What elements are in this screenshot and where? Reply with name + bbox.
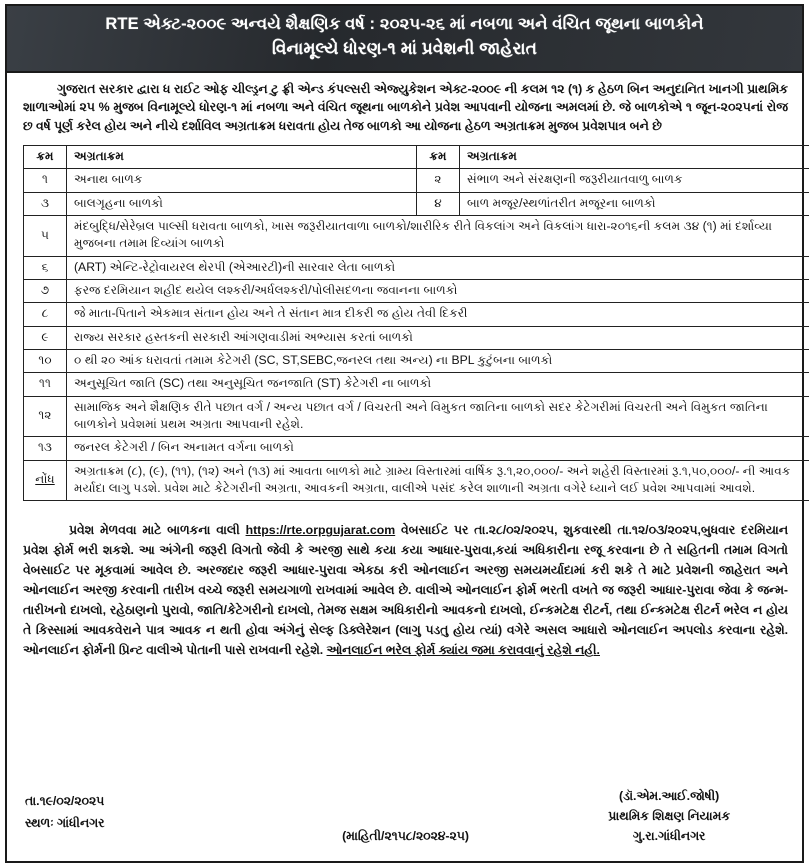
row-num: ૧૨ [24, 396, 67, 437]
rte-portal-link[interactable]: https://rte.orpgujarat.com [245, 523, 396, 538]
header-cell-num-left: ક્રમ [24, 146, 67, 169]
announcement-header [7, 6, 802, 73]
notice-emphasis: ઓનલાઈન ભરેલ ફોર્મ ક્યાંય જમા કરાવવાનું રહેશે નહી. [326, 642, 600, 657]
row-text: સંભાળ અને સંરક્ષણની જરૂરીયાતવાળુ બાળક [460, 169, 809, 192]
document-body [7, 73, 802, 861]
table-row [24, 169, 809, 192]
row-text: (ART) એન્ટિ-રેટ્રોવાયરલ થેરપી (એઆરટી)ની સારવાર લેતા બાળકો [67, 256, 809, 279]
row-num: ૧૧ [24, 373, 67, 396]
row-text: રાજ્ય સરકાર હસ્તકની સરકારી આંગણવાડીમાં અભ્યાસ કરતાં બાળકો [67, 326, 809, 349]
signatory-name: (ડૉ.એમ.આઈ.જોષી) [619, 789, 720, 803]
issue-date: તા.૧૯/૦૨/૨૦૨૫ [25, 794, 105, 808]
note-text: અગ્રતાક્રમ (૮), (૯), (૧૧), (૧૨) અને (૧૩) માં આવતા બાળકો માટે ગ્રામ્ય વિસ્તારમાં વાર્ષિક રૂ.૧,૨૦,૦૦૦/- અને શહેરી વિસ્તારમાં રૂ.૧,૫૦,૦૦૦/- ની આવક મર્યાદા લાગુ પડશે. પ્રવેશ માટે કેટેગરીની અગ્રતા, આવકની અગ્રતા, વાલીએ પસંદ કરેલ શાળાની અગ્રતા વગેરે ધ્યાને લઈ પ્રવેશ આપવામાં આવશે. [67, 460, 809, 501]
row-text: જનરલ કેટેગરી / બિન અનામત વર્ગના બાળકો [67, 437, 809, 460]
row-text: જે માતા-પિતાને એકમાત્ર સંતાન હોય અને તે સંતાન માત્ર દીકરી જ હોય તેવી દિકરી [67, 303, 809, 326]
notice-part-2: વેબસાઈટ પર તા.૨૮/૦૨/૨૦૨૫, શુકવારથી તા.૧૨/૦૩/૨૦૨૫,બુધવાર દરમિયાન પ્રવેશ ફોર્મ ભરી શકશે. આ અંગેની જરૂરી વિગતો જેવી કે અરજી સાથે કયા કયા આધાર-પુરાવા,કયાં અધિકારીના રજૂ કરવાના છે તે સહિતની તમામ વિગતો વેબસાઈટ પર મૂકવામાં આવેલ છે. અરજદાર જરૂરી આધાર-પુરાવા એકઠા કરી ઓનલાઈન અરજી સમયમર્યાદામાં કરી શકે તે માટે પ્રવેશની જાહેરાત અને ઓનલાઈન અરજી કરવાની તારીખ વચ્ચે જરૂરી સમયગાળો રાખવામાં આવેલ છે. વાલીએ ઓનલાઈન ફોર્મ ભરતી વખતે જ જરૂરી આધાર-પુરાવા જેવા કે જન્મ-તારીખનો દાખલો, રહેઠાણનો પુરાવો, જાતિ/કેટેગરીનો દાખલો, તેમજ સક્ષમ અધિકારીનો આવકનો દાખલો, ઈન્કમટેક્ષ રીટર્ન, તથા ઈન્કમટેક્ષ રીટર્ન ભરેલ ન હોય તે કિસ્સામાં આવકવેરાને પાત્ર આવક ન થતી હોવા અંગેનું સેલ્ફ ડિક્લેરેશન (લાગુ પડતુ હોય ત્યાં) વગેરે અસલ આધારો ઓનલાઈન અપલોડ કરવાના રહેશે. ઓનલાઈન ફોર્મની પ્રિન્ટ વાલીએ પોતાની પાસે રાખવાની રહેશે. [23, 523, 788, 657]
table-row [24, 280, 809, 303]
header-title-line-2: વિનામૂલ્યે ધોરણ-૧ માં પ્રવેશની જાહેરાત [271, 38, 538, 58]
table-row [24, 192, 809, 215]
header-cell-num-right: ક્રમ [417, 146, 460, 169]
note-label [24, 460, 67, 501]
signatory-office: ગુ.રા.ગાંધીનગર [632, 828, 706, 843]
priority-table [23, 145, 809, 501]
row-num: ૧૦ [24, 350, 67, 373]
row-num: ૪ [417, 192, 460, 215]
row-text: ફરજ દરમિયાન શહીદ થયેલ લશ્કરી/અર્ધલશ્કરી/પોલીસદળના જવાનના બાળકો [67, 280, 809, 303]
row-text: બાલગૃહના બાળકો [67, 192, 417, 215]
footer-signature-block [608, 787, 730, 847]
row-num: ૯ [24, 326, 67, 349]
row-text: ૦ થી ૨૦ આંક ધરાવતાં તમામ કેટેગરી (SC, ST,SEBC,જનરલ તથા અન્ય) ના BPL કુટુંબના બાળકો [67, 350, 809, 373]
issue-place: સ્થળઃ ગાંધીનગર [25, 815, 105, 830]
document-footer [23, 783, 788, 861]
intro-paragraph: ગુજરાત સરકાર દ્વારા ધ રાઈટ ઓફ ચીલ્ડ્રન ટુ ફ્રી એન્ડ કંપલ્સરી એજ્યુકેશન એક્ટ-૨૦૦૯ ની કલમ ૧૨ (૧) ક હેઠળ બિન અનુદાનિત ખાનગી પ્રાથમિક શાળાઓમાં ૨૫ % મુજબ વિનામૂલ્યે ધોરણ-૧ માં નબળા અને વંચિત જૂથના બાળકોને પ્રવેશ આપવાની યોજના અમલમાં છે. જે બાળકોએ ૧ જૂન-૨૦૨૫નાં રોજ છ વર્ષ પૂર્ણ કરેલ હોય અને નીચે દર્શાવિલ અગ્રતાક્રમ ધરાવતા હોય તેજ બાળકો આ યોજના હેઠળ અગ્રતાક્રમ મુજબ પ્રવેશપાત્ર બને છે [23, 81, 788, 134]
row-num: ૬ [24, 256, 67, 279]
header-cell-text-right: અગ્રતાક્રમ [460, 146, 809, 169]
row-num: ૧૩ [24, 437, 67, 460]
table-row [24, 326, 809, 349]
row-text: અનુસૂચિત જાતિ (SC) તથા અનુસૂચિત જનજાતિ (ST) કેટેગરી ના બાળકો [67, 373, 809, 396]
table-row [24, 396, 809, 437]
footer-left-block [25, 791, 104, 834]
row-text: મંદબુદ્ધિ/સેરેબ્રલ પાલ્સી ધરાવતા બાળકો, ખાસ જરૂરીયાતવાળા બાળકો/શારીરિક રીતે વિકલાંગ અને વિકલાંગ ધારા-૨૦૧૬ની કલમ ૩૪ (૧) માં દર્શાવ્યા મુજબના તમામ દિવ્યાંગ બાળકો [67, 216, 809, 257]
notice-part-1: પ્રવેશ મેળવવા માટે બાળકના વાલી [69, 523, 246, 538]
admission-notice-paragraph [23, 521, 788, 660]
header-cell-text-left: અગ્રતાક્રમ [67, 146, 417, 169]
table-row [24, 303, 809, 326]
row-text: અનાથ બાળક [67, 169, 417, 192]
row-num: ૫ [24, 216, 67, 257]
row-num: ૭ [24, 280, 67, 303]
document-frame [5, 4, 804, 863]
table-header-row [24, 146, 809, 169]
header-title-line-1: RTE એક્ટ-૨૦૦૯ અન્વયે શૈક્ષણિક વર્ષ : ૨૦૨૫-૨૬ માં નબળા અને વંચિત જૂથના બાળકોને [105, 15, 704, 33]
table-row [24, 350, 809, 373]
footer-reference: (માહિતી/૨૧૫૮/૨૦૨૪-૨૫) [342, 829, 469, 843]
table-row [24, 373, 809, 396]
row-num: ૮ [24, 303, 67, 326]
table-row [24, 256, 809, 279]
row-num: ૩ [24, 192, 67, 215]
table-note-row [24, 460, 809, 501]
row-num: ૨ [417, 169, 460, 192]
table-row [24, 437, 809, 460]
row-num: ૧ [24, 169, 67, 192]
row-text: સામાજિક અને શૈક્ષણિક રીતે પછાત વર્ગ / અન્ય પછાત વર્ગ / વિચરતી અને વિમુકત જાતિના બાળકો સદર કેટેગરીમાં વિચરતી અને વિમુકત જાતિના બાળકોને પ્રવેશમાં પ્રથમ અગ્રતા આપવાની રહેશે. [67, 396, 809, 437]
row-text: બાળ મજૂર/સ્થળાંતરીત મજૂરના બાળકો [460, 192, 809, 215]
signatory-title: પ્રાથમિક શિક્ષણ નિયામક [608, 808, 730, 823]
note-label-text: નોંધ [35, 472, 55, 487]
table-row [24, 216, 809, 257]
